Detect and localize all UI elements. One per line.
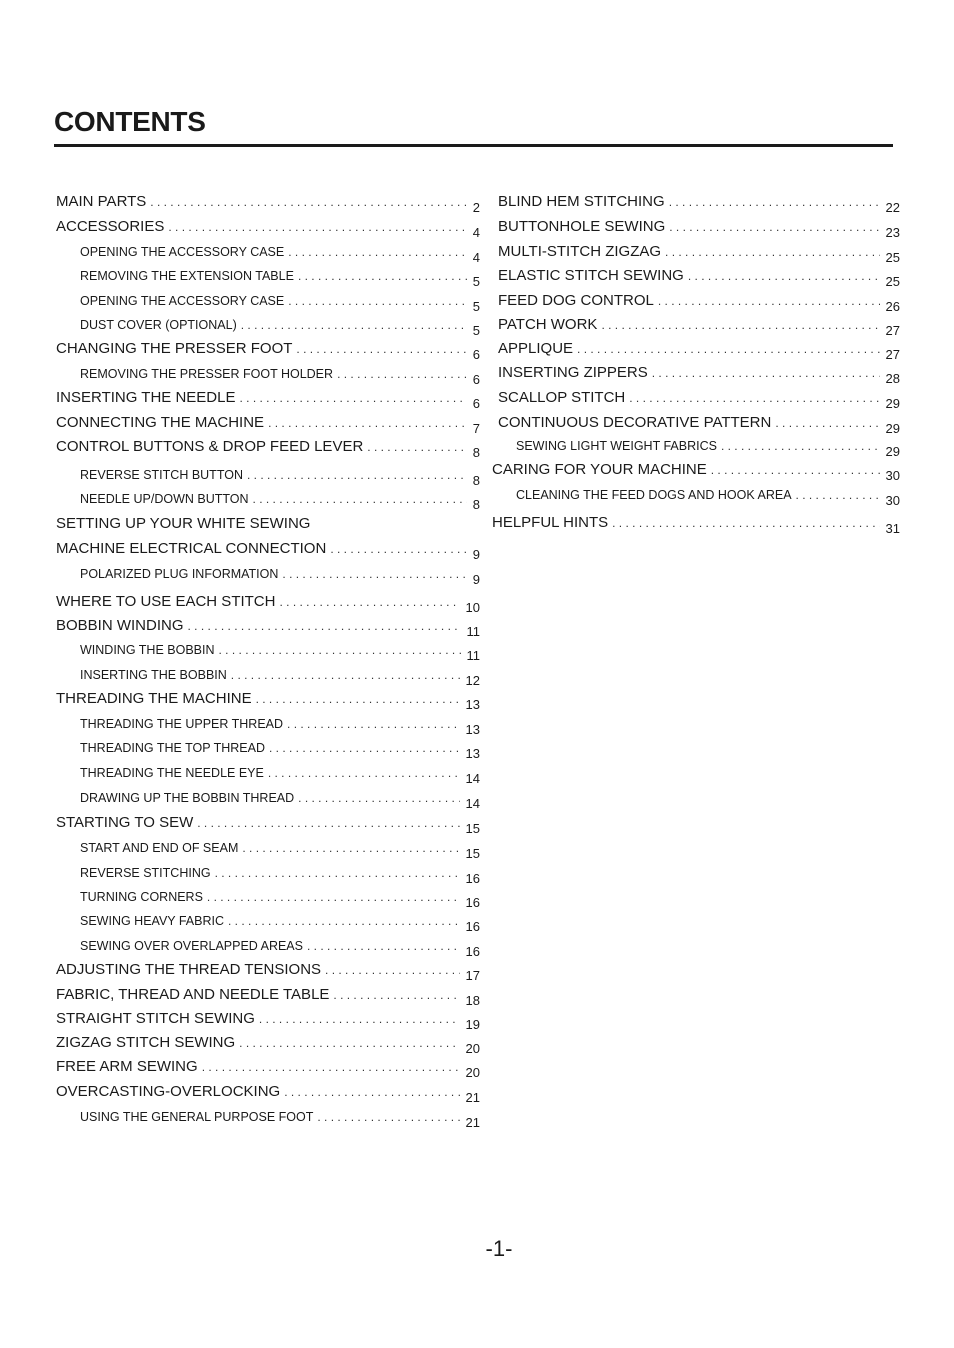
toc-entry [56,593,480,615]
toc-entry [56,414,480,436]
toc-entry-title: SEWING OVER OVERLAPPED AREAS [80,939,303,953]
toc-leader-dots [231,668,460,682]
toc-entry [80,1109,480,1130]
toc-page-number: 6 [472,347,480,362]
toc-page-number: 31 [885,521,900,536]
toc-entry [56,1083,480,1105]
toc-leader-dots [215,866,460,880]
toc-page-number: 28 [885,371,900,386]
toc-page-number: 15 [465,821,480,836]
toc-entry [498,340,900,362]
toc-page-number: 16 [465,919,480,934]
toc-page-number: 22 [885,200,900,215]
toc-leader-dots [298,269,467,283]
toc-entry [56,986,480,1008]
toc-entry-title: PATCH WORK [498,316,598,333]
toc-entry-title: START AND END OF SEAM [80,841,239,855]
toc-entry [56,193,480,215]
toc-entry [498,389,900,411]
toc-entry [56,340,480,362]
toc-entry-title: REVERSE STITCHING [80,866,211,880]
toc-page-number: 4 [472,250,480,265]
toc-entry-title: MAIN PARTS [56,193,147,210]
toc-entry [80,765,480,786]
toc-leader-dots [202,1060,460,1074]
toc-entry [80,293,480,314]
toc-entry [80,244,480,265]
toc-entry-title: TURNING CORNERS [80,890,203,904]
toc-leader-dots [253,492,467,506]
toc-page-number: 12 [465,673,480,688]
toc-leader-dots [279,595,459,609]
toc-entry [56,1058,480,1080]
toc-entry-title: STARTING TO SEW [56,814,194,831]
toc-entry [516,487,900,508]
toc-entry [498,414,900,436]
toc-page-number: 25 [885,250,900,265]
toc-entry-title: APPLIQUE [498,340,574,357]
toc-entry-title: CLEANING THE FEED DOGS AND HOOK AREA [516,488,792,502]
toc-entry-title: OPENING THE ACCESSORY CASE [80,294,285,308]
toc-entry-title: INSERTING THE NEEDLE [56,389,236,406]
toc-leader-dots [259,1012,460,1026]
toc-leader-dots [367,440,466,454]
toc-leader-dots [150,195,466,209]
toc-entry [56,218,480,240]
toc-entry [56,438,480,460]
toc-entry-title: DUST COVER (OPTIONAL) [80,318,237,332]
toc-page-number: 29 [885,444,900,459]
toc-page-number: 20 [465,1065,480,1080]
toc-page-number: 30 [885,468,900,483]
toc-page-number: 18 [465,993,480,1008]
toc-entry [56,961,480,983]
toc-page-number: 6 [472,396,480,411]
toc-page-number: 19 [465,1017,480,1032]
toc-entry-title: STRAIGHT STITCH SEWING [56,1010,255,1027]
toc-entry-title: ELASTIC STITCH SEWING [498,267,684,284]
toc-entry-title: WHERE TO USE EACH STITCH [56,593,276,610]
toc-leader-dots [711,463,880,477]
toc-leader-dots [601,318,879,332]
toc-entry [498,316,900,338]
toc-entry-title: INSERTING ZIPPERS [498,364,648,381]
toc-leader-dots [333,988,459,1002]
toc-entry [56,540,480,562]
toc-leader-dots [721,439,880,453]
toc-entry-title: BUTTONHOLE SEWING [498,218,666,235]
page-title: CONTENTS [54,106,206,137]
toc-entry-title: REVERSE STITCH BUTTON [80,468,243,482]
toc-page-number: 26 [885,299,900,314]
toc-leader-dots [168,220,466,234]
toc-page-number: 29 [885,396,900,411]
toc-entry-title: THREADING THE TOP THREAD [80,741,265,755]
toc-entry-title: ADJUSTING THE THREAD TENSIONS [56,961,322,978]
toc-entry-title: CONTINUOUS DECORATIVE PATTERN [498,414,772,431]
toc-leader-dots [219,643,461,657]
toc-leader-dots [228,914,460,928]
toc-entry-title: MULTI-STITCH ZIGZAG [498,243,662,260]
toc-page-number: 14 [465,771,480,786]
toc-page-number: 13 [465,697,480,712]
toc-entry [80,790,480,811]
toc-entry-title: SCALLOP STITCH [498,389,626,406]
toc-entry-title: FABRIC, THREAD AND NEEDLE TABLE [56,986,330,1003]
toc-entry [80,566,480,587]
toc-leader-dots [612,516,879,530]
toc-leader-dots [688,269,880,283]
toc-entry [80,467,480,488]
toc-leader-dots [241,318,467,332]
toc-entry-title: CONNECTING THE MACHINE [56,414,265,431]
toc-page-number: 5 [472,299,480,314]
toc-entry-title: USING THE GENERAL PURPOSE FOOT [80,1110,314,1124]
toc-page-number: 4 [472,225,480,240]
toc-leader-dots [629,391,879,405]
toc-page-number: 13 [465,722,480,737]
toc-entry [56,814,480,836]
toc-entry [80,716,480,737]
toc-leader-dots [669,220,879,234]
toc-leader-dots [307,939,460,953]
toc-page-number: 2 [472,200,480,215]
toc-entry [56,1010,480,1032]
toc-entry-title: POLARIZED PLUG INFORMATION [80,567,279,581]
toc-page-number: 20 [465,1041,480,1056]
toc-entry [80,840,480,861]
toc-page-number: 15 [465,846,480,861]
toc-leader-dots [282,567,466,581]
toc-page-number: 11 [466,648,480,663]
toc-leader-dots [796,488,880,502]
toc-leader-dots [287,717,459,731]
toc-leader-dots [207,890,460,904]
toc-leader-dots [288,294,467,308]
toc-entry [498,292,900,314]
toc-leader-dots [284,1085,459,1099]
title-rule [54,144,893,147]
toc-page-number: 21 [465,1090,480,1105]
toc-page-number: 16 [465,944,480,959]
toc-page-number: 16 [465,895,480,910]
toc-entry [80,865,480,886]
toc-entry [80,889,480,910]
toc-leader-dots [652,366,880,380]
toc-entry-title: CARING FOR YOUR MACHINE [492,461,707,478]
toc-page-number: 25 [885,274,900,289]
toc-entry [498,364,900,386]
toc-entry [492,461,900,483]
toc-leader-dots [296,342,466,356]
toc-page-number: 8 [472,473,480,488]
toc-entry-title: OVERCASTING-OVERLOCKING [56,1083,281,1100]
toc-entry-title: DRAWING UP THE BOBBIN THREAD [80,791,295,805]
toc-page-number: 5 [472,274,480,289]
toc-entry-title: ACCESSORIES [56,218,165,235]
toc-page-number: 5 [472,323,480,338]
toc-entry [80,740,480,761]
toc-entry-title: SEWING LIGHT WEIGHT FABRICS [516,439,717,453]
toc-entry-title: OPENING THE ACCESSORY CASE [80,245,285,259]
toc-leader-dots [775,416,879,430]
toc-entry-title: BOBBIN WINDING [56,617,184,634]
toc-entry [80,491,480,512]
toc-leader-dots [269,741,460,755]
toc-leader-dots [325,963,459,977]
toc-entry-title: FEED DOG CONTROL [498,292,654,309]
toc-leader-dots [669,195,880,209]
toc-entry [56,1034,480,1056]
toc-entry-title: BLIND HEM STITCHING [498,193,665,210]
toc-entry-title: CHANGING THE PRESSER FOOT [56,340,293,357]
toc-entry-title: INSERTING THE BOBBIN [80,668,227,682]
toc-leader-dots [188,619,461,633]
toc-entry [498,218,900,240]
toc-entry [492,514,900,536]
toc-entry-title: REMOVING THE PRESSER FOOT HOLDER [80,367,334,381]
toc-entry-title: CONTROL BUTTONS & DROP FEED LEVER [56,438,364,455]
toc-entry [516,438,900,459]
toc-entry-title: THREADING THE UPPER THREAD [80,717,284,731]
toc-entry [80,938,480,959]
toc-page-number: 9 [472,547,480,562]
toc-entry [80,642,480,663]
toc-entry-title: THREADING THE NEEDLE EYE [80,766,264,780]
toc-page-number: 27 [885,347,900,362]
toc-leader-dots [239,1036,459,1050]
toc-leader-dots [288,245,467,259]
toc-entry-title: MACHINE ELECTRICAL CONNECTION [56,540,327,557]
toc-page-number: 8 [472,497,480,512]
toc-leader-dots [337,367,467,381]
toc-leader-dots [658,294,880,308]
toc-entry [56,617,480,639]
toc-page-number: 23 [885,225,900,240]
toc-leader-dots [268,766,460,780]
toc-entry [498,243,900,265]
toc-leader-dots [330,542,466,556]
toc-entry-title: THREADING THE MACHINE [56,690,252,707]
toc-entry [80,667,480,688]
toc-entry [80,317,480,338]
toc-leader-dots [298,791,459,805]
toc-entry [56,389,480,411]
toc-entry [498,267,900,289]
toc-leader-dots [197,816,459,830]
toc-page-number: 16 [465,871,480,886]
toc-entry-title: REMOVING THE EXTENSION TABLE [80,269,294,283]
toc-page-number: 29 [885,421,900,436]
toc-entry [56,515,480,532]
toc-page-number: 8 [472,445,480,460]
toc-entry-title: HELPFUL HINTS [492,514,609,531]
toc-page-number: 17 [465,968,480,983]
toc-entry-title: SETTING UP YOUR WHITE SEWING [56,515,311,532]
toc-page-number: 14 [465,796,480,811]
toc-entry [80,268,480,289]
toc-entry-title: SEWING HEAVY FABRIC [80,914,225,928]
toc-page-number: 11 [466,624,480,639]
toc-page-number: 27 [885,323,900,338]
toc-entry [80,913,480,934]
toc-entry-title: NEEDLE UP/DOWN BUTTON [80,492,249,506]
toc-page-number: 21 [465,1115,480,1130]
toc-leader-dots [242,841,459,855]
page-number: -1- [485,1236,513,1261]
toc-leader-dots [577,342,880,356]
toc-entry [80,366,480,387]
toc-page-number: 7 [472,421,480,436]
toc-page-number: 13 [465,746,480,761]
toc-page-number: 9 [472,572,480,587]
toc-page-number: 10 [465,600,480,615]
toc-leader-dots [240,391,467,405]
toc-leader-dots [256,692,460,706]
toc-entry [498,193,900,215]
toc-entry [56,690,480,712]
toc-page-number: 6 [472,372,480,387]
toc-leader-dots [247,468,467,482]
toc-page-number: 30 [885,493,900,508]
toc-leader-dots [317,1110,459,1124]
toc-leader-dots [268,416,467,430]
toc-entry-title: ZIGZAG STITCH SEWING [56,1034,236,1051]
toc-entry-title: WINDING THE BOBBIN [80,643,215,657]
toc-entry-title: FREE ARM SEWING [56,1058,198,1075]
toc-leader-dots [665,245,879,259]
